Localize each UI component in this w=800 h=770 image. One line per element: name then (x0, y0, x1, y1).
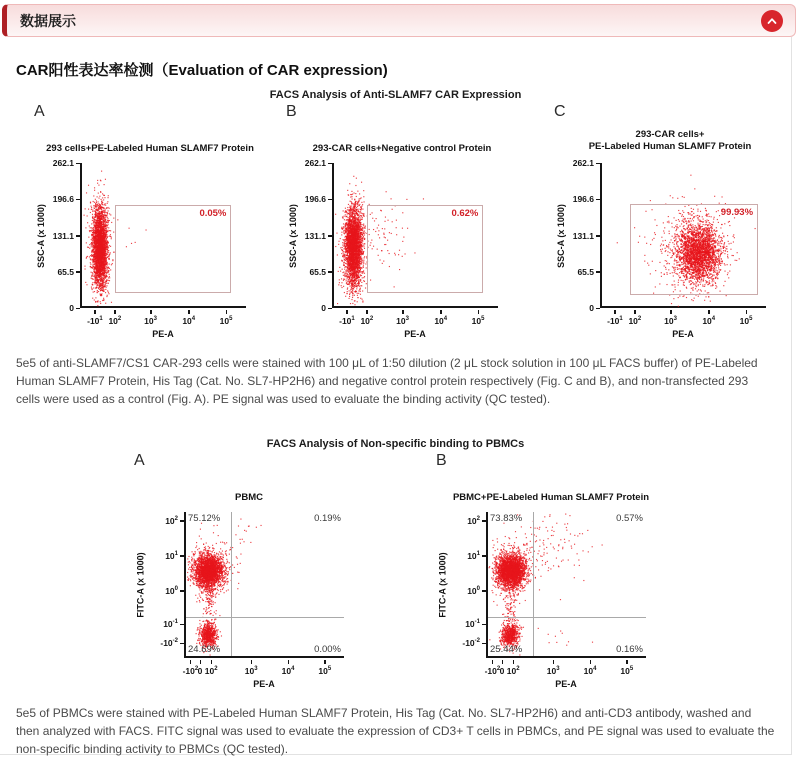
y-tick-label: 65.5 (57, 266, 74, 277)
x-tick-label: $10^4$ (281, 666, 295, 676)
y-tick-label: 65.5 (577, 266, 594, 277)
facs-plot-row-2 (15, 452, 791, 692)
facs-plot-card-bottom-a (126, 452, 378, 692)
y-tick-label: $10^2$ (165, 515, 178, 526)
y-tick-mark (328, 199, 332, 201)
x-tick-mark (402, 310, 404, 314)
x-tick-label: $10^5$ (620, 666, 634, 676)
y-tick-mark (76, 163, 80, 165)
y-tick-mark (596, 235, 600, 237)
quadrant-percentage-ul: 75.12% (188, 513, 221, 524)
y-tick-mark (180, 590, 184, 592)
x-tick-label: $10^2$ (628, 316, 642, 326)
y-tick-label: $10^{-1}$ (465, 619, 480, 630)
plot-title: PBMC+PE-Labeled Human SLAMF7 Protein (452, 492, 650, 503)
x-axis-label: PE-A (672, 329, 694, 339)
x-tick-mark (346, 310, 348, 314)
facs-plot-inner (436, 452, 680, 692)
x-tick-mark (150, 310, 152, 314)
facs-plot-card-bottom-b (428, 452, 680, 692)
y-tick-mark (180, 520, 184, 522)
x-tick-label: $10^2$ (360, 316, 374, 326)
plot-title: 293 cells+PE-Labeled Human SLAMF7 Protein (46, 143, 254, 154)
x-tick-mark (366, 310, 368, 314)
x-tick-label: $-10^1$ (339, 316, 355, 326)
y-tick-mark (328, 163, 332, 165)
quadrant-percentage-lr: 0.16% (616, 644, 643, 655)
x-tick-label: $10^5$ (219, 316, 233, 326)
chart-canvas-area (436, 504, 676, 692)
y-tick-label: 65.5 (309, 266, 326, 277)
panel-label: C (554, 103, 566, 120)
y-axis-label: SSC-A (x 1000) (556, 203, 567, 268)
x-tick-mark (478, 310, 480, 314)
y-tick-mark (482, 624, 486, 626)
facs-plot-inner (554, 103, 774, 342)
facs-plot-card-top-c (522, 103, 774, 342)
y-tick-mark (596, 271, 600, 273)
x-tick-label: $10^3$ (144, 316, 157, 326)
x-tick-label: $10^2$ (108, 316, 122, 326)
y-axis-label: FITC-A (x 1000) (136, 552, 146, 618)
y-tick-label: $10^{-1}$ (163, 619, 178, 630)
y-tick-mark (482, 643, 486, 645)
x-tick-label: $10^3$ (664, 316, 677, 326)
plot-title: PBMC (235, 492, 263, 503)
quadrant-percentage-ur: 0.19% (314, 513, 341, 524)
x-tick-label: $10^5$ (318, 666, 332, 676)
x-tick-mark (670, 310, 672, 314)
y-tick-mark (596, 308, 600, 310)
plot-box (80, 163, 246, 308)
y-tick-mark (328, 271, 332, 273)
y-tick-label: 196.6 (572, 194, 594, 205)
y-tick-label: $-10^{-2}$ (462, 638, 480, 649)
quadrant-percentage-ul: 73.83% (490, 513, 523, 524)
y-tick-mark (482, 555, 486, 557)
x-tick-label: $10^5$ (739, 316, 753, 326)
x-axis-label: PE-A (404, 329, 426, 339)
y-tick-label: $10^2$ (467, 515, 480, 526)
x-tick-mark (614, 310, 616, 314)
x-tick-label: $-10^1$ (87, 316, 103, 326)
y-tick-mark (76, 308, 80, 310)
x-tick-mark (190, 660, 192, 664)
gate-rectangle (115, 205, 231, 293)
y-tick-mark (76, 271, 80, 273)
x-tick-label: $-10^2$ (484, 666, 501, 676)
y-tick-mark (596, 163, 600, 165)
y-tick-label: 262.1 (304, 158, 326, 168)
y-tick-label: $-10^{-2}$ (160, 638, 178, 649)
y-tick-mark (482, 520, 486, 522)
x-tick-label: 0 (197, 666, 203, 676)
y-tick-label: $10^1$ (165, 550, 178, 561)
x-axis-label: PE-A (253, 679, 275, 689)
x-tick-mark (114, 310, 116, 314)
gate-percentage: 0.62% (451, 208, 479, 220)
panel-label: A (134, 452, 145, 469)
x-tick-mark (746, 310, 748, 314)
y-tick-mark (76, 235, 80, 237)
x-tick-mark (502, 660, 504, 664)
section-header-title: 数据展示 (20, 12, 76, 29)
y-tick-label: $10^0$ (165, 585, 178, 596)
y-tick-label: 0 (589, 303, 594, 313)
y-tick-label: 0 (321, 303, 326, 313)
facs-plot-row-1 (0, 103, 791, 342)
plot-box (486, 512, 646, 658)
x-tick-mark (634, 310, 636, 314)
x-tick-mark (94, 310, 96, 314)
scatter-canvas (488, 512, 648, 658)
facs-plot-inner (134, 452, 378, 692)
x-tick-label: $-10^1$ (607, 316, 623, 326)
y-tick-mark (328, 235, 332, 237)
figure1-caption: 5e5 of anti-SLAMF7/CS1 CAR-293 cells were stained with 100 μL of 1:50 dilution (2 μL stock solution in 100 μL FACS buffer) of PE-Labeled Human SLAMF7 Protein, His Tag (Cat. No. SL7-HP2H6) and negative control protein respectively (Fig. C and B), and non-transfected 293 cells were used as a control (Fig. A). PE signal was used to evaluate the binding activity (QC tested). (16, 356, 758, 406)
chart-canvas-area (286, 155, 528, 342)
x-tick-mark (188, 310, 190, 314)
quadrant-vline (231, 512, 232, 656)
x-tick-mark (513, 660, 515, 664)
y-tick-mark (482, 590, 486, 592)
x-tick-mark (590, 660, 592, 664)
y-tick-label: 196.6 (304, 194, 326, 205)
section-header-bar (2, 4, 796, 37)
x-tick-mark (553, 660, 555, 664)
x-tick-label: $10^3$ (546, 666, 560, 676)
facs-plot-card-top-b (270, 103, 522, 342)
x-tick-mark (226, 310, 228, 314)
x-tick-mark (708, 310, 710, 314)
panel-label: B (436, 452, 447, 469)
gate-rectangle (630, 204, 758, 295)
data-display-panel (0, 37, 792, 755)
x-tick-mark (492, 660, 494, 664)
gate-percentage: 99.93% (720, 206, 754, 218)
y-tick-label: $10^1$ (467, 550, 480, 561)
figure1-title: FACS Analysis of Anti-SLAMF7 CAR Expression (269, 89, 522, 101)
x-tick-label: $-10^2$ (182, 666, 199, 676)
x-tick-label: $10^3$ (396, 316, 409, 326)
y-tick-mark (180, 624, 184, 626)
y-tick-label: 262.1 (52, 158, 74, 168)
panel-label: B (286, 103, 297, 120)
x-tick-label: 0 (499, 666, 505, 676)
page-title: CAR阳性表达率检测（Evaluation of CAR expression) (16, 62, 388, 79)
facs-plot-card-top-a (18, 103, 270, 342)
x-tick-label: $10^4$ (702, 316, 716, 326)
y-tick-label: 131.1 (304, 230, 326, 241)
chart-canvas-area (134, 504, 374, 692)
y-tick-mark (76, 199, 80, 201)
gate-percentage: 0.05% (199, 208, 227, 220)
y-tick-mark (596, 199, 600, 201)
y-tick-label: 196.6 (52, 194, 74, 205)
y-tick-label: 262.1 (572, 158, 594, 168)
y-tick-label: 0 (69, 303, 74, 313)
scatter-canvas (186, 512, 346, 658)
y-tick-label: $10^0$ (467, 585, 480, 596)
x-tick-mark (440, 310, 442, 314)
facs-plot-inner (286, 103, 522, 342)
y-axis-label: SSC-A (x 1000) (288, 203, 299, 268)
chevron-up-icon (766, 15, 778, 27)
x-tick-mark (626, 660, 628, 664)
y-tick-mark (180, 555, 184, 557)
x-axis-label: PE-A (152, 329, 174, 339)
quadrant-hline (186, 617, 344, 618)
y-axis-label: FITC-A (x 1000) (438, 552, 448, 618)
plot-title: 293-CAR cells+Negative control Protein (312, 143, 492, 154)
x-tick-mark (211, 660, 213, 664)
x-tick-label: $10^2$ (506, 666, 520, 676)
quadrant-percentage-ll: 25.44% (490, 644, 523, 655)
x-tick-label: $10^4$ (434, 316, 448, 326)
x-axis-label: PE-A (555, 679, 577, 689)
figure2-caption: 5e5 of PBMCs were stained with PE-Labeled Human SLAMF7 Protein, His Tag (Cat. No. SL7-HP2H6) and anti-CD3 antibody, washed and then analyzed with FACS. FITC signal was used to evaluate the expression of CD3+ T cells in PBMCs, and PE signal was used to evaluate the non-specific binding activity to PBMCs (QC tested). (16, 706, 775, 756)
plot-box (184, 512, 344, 658)
plot-box (600, 163, 766, 308)
chart-canvas-area (34, 155, 276, 342)
gate-rectangle (367, 205, 483, 293)
y-axis-label: SSC-A (x 1000) (36, 203, 47, 268)
panel-label: A (34, 103, 45, 120)
quadrant-percentage-ll: 24.69% (188, 644, 221, 655)
y-tick-label: 131.1 (572, 230, 594, 241)
figure2-title: FACS Analysis of Non-specific binding to PBMCs (266, 438, 525, 450)
x-tick-mark (288, 660, 290, 664)
y-tick-label: 131.1 (52, 230, 74, 241)
x-tick-label: $10^3$ (244, 666, 258, 676)
facs-plot-inner (34, 103, 270, 342)
x-tick-label: $10^2$ (204, 666, 218, 676)
y-tick-mark (180, 643, 184, 645)
x-tick-label: $10^4$ (583, 666, 597, 676)
quadrant-percentage-lr: 0.00% (314, 644, 341, 655)
x-tick-label: $10^4$ (182, 316, 196, 326)
quadrant-vline (533, 512, 534, 656)
y-tick-mark (328, 308, 332, 310)
plot-box (332, 163, 498, 308)
x-tick-mark (251, 660, 253, 664)
x-tick-label: $10^5$ (471, 316, 485, 326)
quadrant-hline (488, 617, 646, 618)
quadrant-percentage-ur: 0.57% (616, 513, 643, 524)
plot-title: 293-CAR cells+ PE-Labeled Human SLAMF7 Protein (588, 129, 752, 152)
x-tick-mark (324, 660, 326, 664)
chart-canvas-area (554, 155, 796, 342)
collapse-button[interactable] (761, 10, 783, 32)
x-tick-mark (200, 660, 202, 664)
